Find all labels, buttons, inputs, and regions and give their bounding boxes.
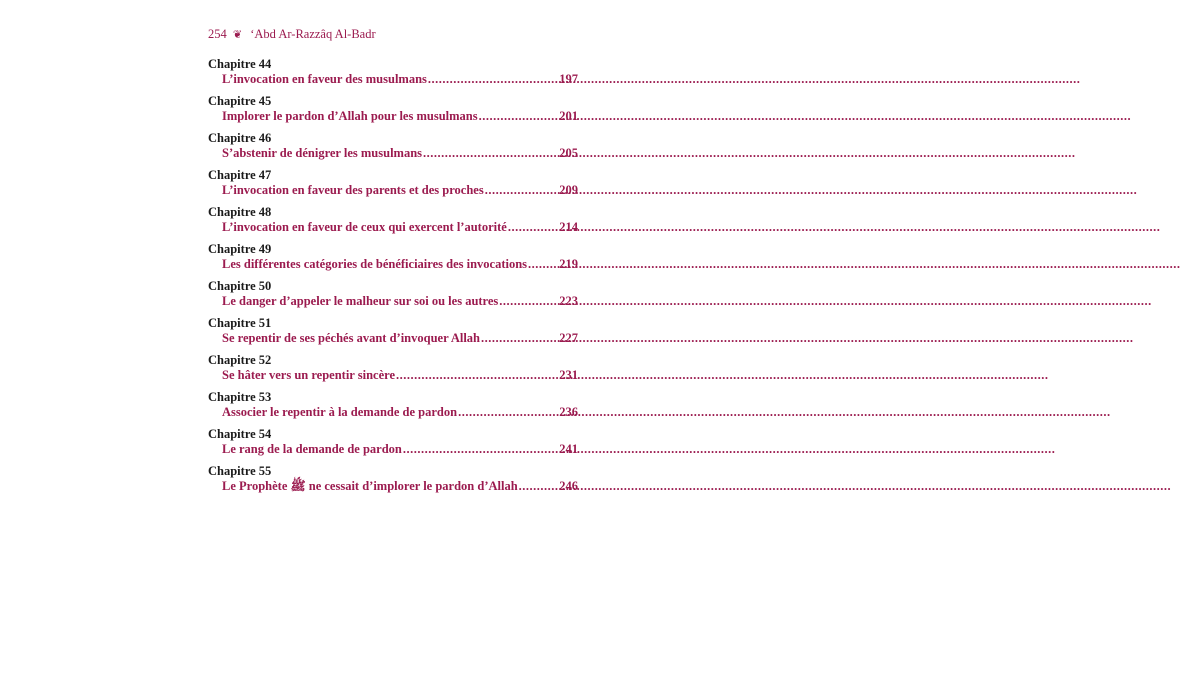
table-of-contents [208, 57, 578, 501]
chapter-label: Chapitre 54 [208, 427, 272, 441]
chapter-label: Chapitre 45 [208, 94, 272, 108]
chapter-title: Associer le repentir à la demande de pardon [222, 405, 458, 419]
toc-entry [208, 427, 578, 464]
chapter-label: Chapitre 51 [208, 316, 272, 330]
chapter-label: Chapitre 50 [208, 279, 272, 293]
chapter-title: Le rang de la demande de pardon [222, 442, 402, 456]
chapter-label: Chapitre 52 [208, 353, 272, 367]
chapter-page-number: 231 [559, 368, 578, 382]
dot-leader [423, 146, 558, 161]
toc-entry [208, 464, 578, 501]
toc-title-row [222, 442, 578, 457]
dot-leader [479, 109, 559, 124]
chapter-title: L’invocation en faveur de ceux qui exercent l’autorité [222, 220, 507, 234]
chapter-page-number: 223 [559, 294, 578, 308]
chapter-page-number: 214 [559, 220, 578, 234]
chapter-label: Chapitre 48 [208, 205, 272, 219]
chapter-label: Chapitre 49 [208, 242, 272, 256]
chapter-title: Le danger d’appeler le malheur sur soi ou les autres [222, 294, 499, 308]
toc-title-row [222, 405, 578, 420]
author-name: ‘Abd Ar-Razzâq Al-Badr [250, 27, 376, 41]
chapter-page-number: 201 [559, 109, 578, 123]
toc-entry [208, 390, 578, 427]
dot-leader [458, 405, 558, 420]
chapter-page-number: 209 [559, 183, 578, 197]
toc-entry [208, 57, 578, 94]
chapter-page-number: 246 [559, 479, 578, 493]
toc-entry [208, 242, 578, 279]
toc-title-row [222, 146, 578, 161]
chapter-page-number: 227 [559, 331, 578, 345]
dot-leader [403, 442, 558, 457]
toc-title-row [222, 331, 578, 346]
toc-title-row [222, 257, 578, 272]
chapter-title: L’invocation en faveur des parents et des proches [222, 183, 484, 197]
chapter-title: Implorer le pardon d’Allah pour les musulmans [222, 109, 478, 123]
dot-leader [508, 220, 558, 235]
chapter-page-number: 197 [559, 72, 578, 86]
chapter-title: Les différentes catégories de bénéficiaires des invocations [222, 257, 528, 271]
chapter-page-number: 241 [559, 442, 578, 456]
toc-title-row [222, 220, 578, 235]
chapter-label: Chapitre 53 [208, 390, 272, 404]
chapter-label: Chapitre 47 [208, 168, 272, 182]
ornament-icon: ❦ [232, 29, 243, 41]
chapter-page-number: 236 [559, 405, 578, 419]
dot-leader [519, 479, 559, 494]
toc-title-row [222, 72, 578, 87]
page-number: 254 [208, 27, 227, 41]
toc-entry [208, 168, 578, 205]
toc-entry [208, 353, 578, 390]
toc-title-row [222, 368, 578, 383]
chapter-title: S’abstenir de dénigrer les musulmans [222, 146, 423, 160]
toc-title-row [222, 183, 578, 198]
toc-entry [208, 94, 578, 131]
chapter-title: Le Prophète ﷺ ne cessait d’implorer le pardon d’Allah [222, 479, 518, 493]
chapter-title: L’invocation en faveur des musulmans [222, 72, 427, 86]
dot-leader [485, 183, 559, 198]
toc-title-row [222, 109, 578, 124]
toc-entry [208, 205, 578, 242]
chapter-title: Se hâter vers un repentir sincère [222, 368, 396, 382]
chapter-label: Chapitre 44 [208, 57, 272, 71]
toc-entry [208, 316, 578, 353]
dot-leader [396, 368, 558, 383]
chapter-label: Chapitre 46 [208, 131, 272, 145]
toc-title-row [222, 294, 578, 309]
chapter-label: Chapitre 55 [208, 464, 272, 478]
dot-leader [428, 72, 558, 87]
toc-title-row [222, 479, 578, 494]
chapter-page-number: 205 [559, 146, 578, 160]
running-head [208, 27, 376, 42]
toc-entry [208, 279, 578, 316]
toc-entry [208, 131, 578, 168]
chapter-title: Se repentir de ses péchés avant d’invoquer Allah [222, 331, 481, 345]
dot-leader [528, 257, 558, 272]
dot-leader [499, 294, 558, 309]
chapter-page-number: 219 [559, 257, 578, 271]
dot-leader [481, 331, 558, 346]
